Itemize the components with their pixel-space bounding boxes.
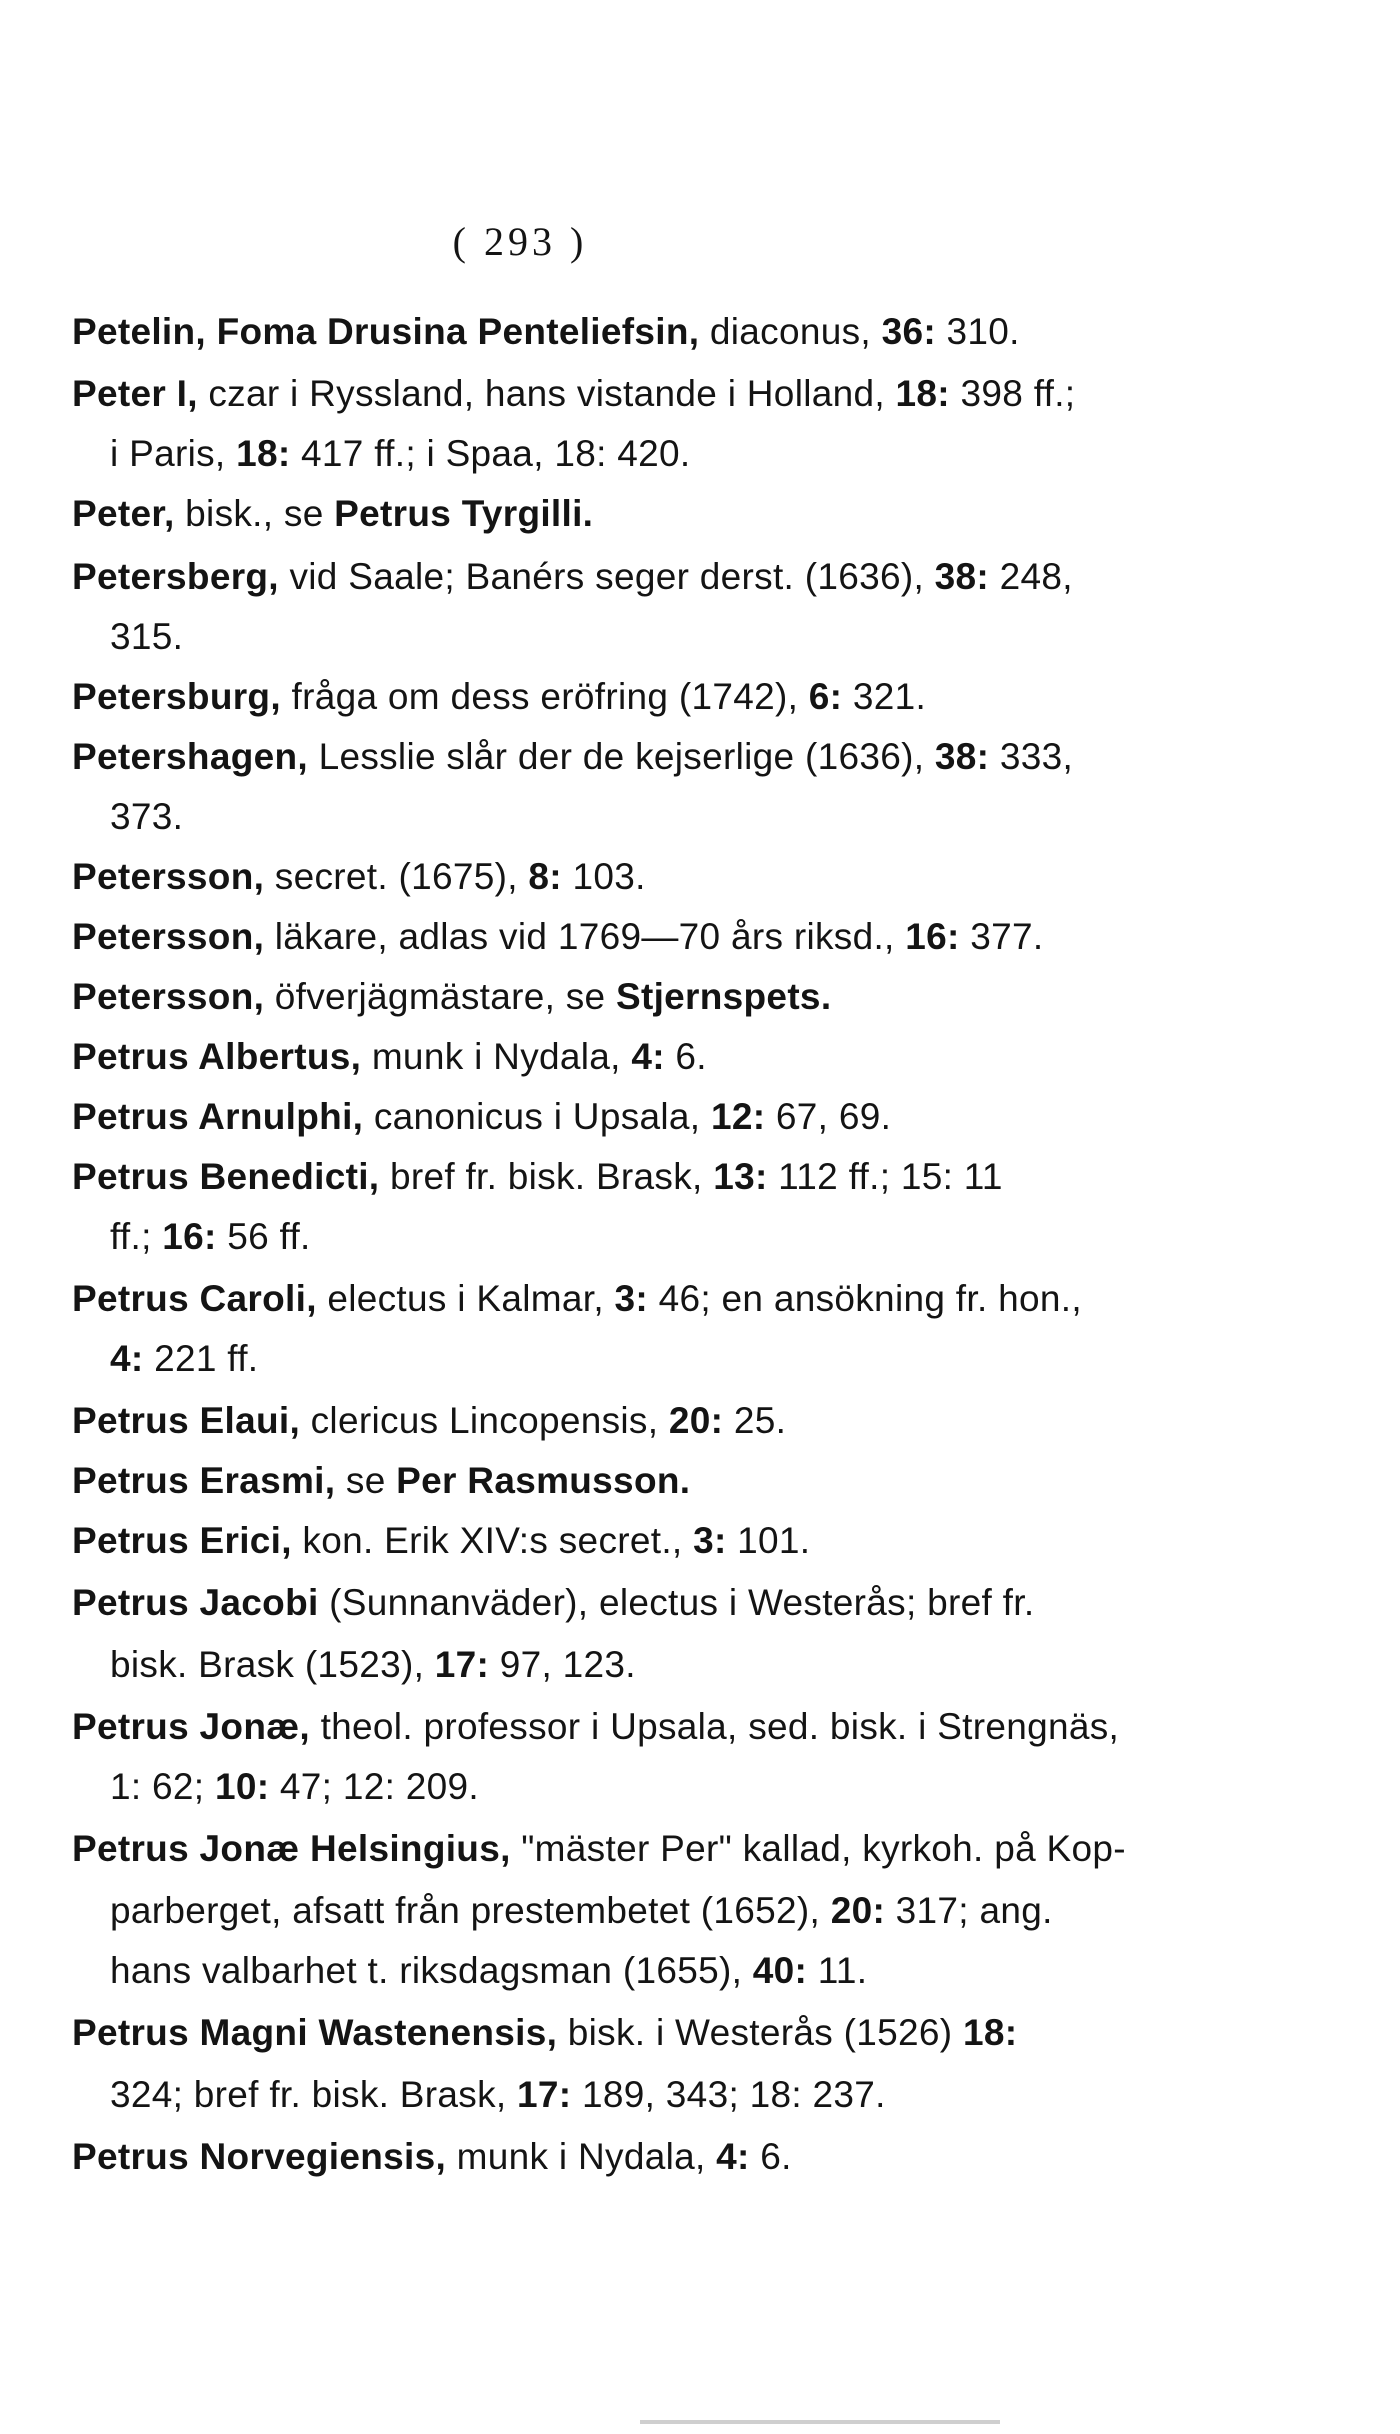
description: 315. — [110, 616, 184, 657]
description: se — [335, 1460, 397, 1501]
volume-ref: 18: — [236, 433, 291, 474]
description: bref fr. bisk. Brask, — [379, 1156, 714, 1197]
volume-ref: Petrus Tyrgilli. — [334, 493, 594, 534]
volume-ref: 17: — [517, 2074, 572, 2115]
description: canonicus i Upsala, — [363, 1096, 711, 1137]
index-line — [72, 1093, 1132, 1141]
headword: Petrus Jonæ Helsingius, — [72, 1828, 511, 1869]
headword: Petrus Arnulphi, — [72, 1096, 364, 1137]
description: 373. — [110, 796, 184, 837]
pages: 97, 123. — [489, 1644, 636, 1685]
index-line — [72, 853, 1132, 901]
volume-ref: 4: — [110, 1338, 144, 1379]
volume-ref: 18: — [962, 2012, 1018, 2053]
pages: 6. — [664, 1036, 707, 1077]
headword: Petrus Elaui, — [72, 1400, 301, 1441]
volume-ref: 8: — [528, 856, 562, 897]
volume-ref: 17: — [434, 1644, 490, 1685]
description: czar i Ryssland, hans vistande i Holland, — [197, 373, 896, 414]
index-line — [72, 1579, 1132, 1627]
headword: Petrus Benedicti, — [72, 1156, 380, 1197]
index-line — [72, 2009, 1132, 2057]
description: theol. professor i Upsala, sed. bisk. i Strengnäs, — [310, 1706, 1120, 1747]
headword: Petrus Jacobi — [72, 1582, 319, 1623]
headword: Petershagen, — [72, 736, 308, 777]
index-line — [72, 2133, 1132, 2181]
volume-ref: 38: — [934, 556, 990, 597]
index-line — [72, 1033, 1132, 1081]
pages: 11. — [807, 1950, 868, 1991]
headword: Peter, — [72, 493, 175, 534]
volume-ref: Stjernspets. — [616, 976, 832, 1017]
pages: 46; en ansökning fr. hon., — [648, 1278, 1082, 1319]
description: diaconus, — [699, 311, 882, 352]
footer-rule — [640, 2420, 1000, 2424]
headword: Petersson, — [72, 976, 265, 1017]
index-line — [72, 553, 1132, 601]
volume-ref: 12: — [710, 1096, 766, 1137]
index-line — [110, 793, 1170, 841]
volume-ref: 4: — [716, 2136, 750, 2177]
index-line — [110, 1887, 1170, 1935]
description: 1: 62; — [110, 1766, 215, 1807]
description: vid Saale; Banérs seger derst. (1636), — [278, 556, 935, 597]
pages: 321. — [842, 676, 927, 717]
description: Lesslie slår der de kejserlige (1636), — [307, 736, 935, 777]
index-line — [72, 1517, 1132, 1565]
description: bisk. Brask (1523), — [110, 1644, 435, 1685]
description: "mäster Per" kallad, kyrkoh. på Kop- — [510, 1828, 1126, 1869]
pages: 248, — [989, 556, 1073, 597]
index-line — [110, 1213, 1170, 1261]
headword: Petrus Caroli, — [72, 1278, 317, 1319]
index-line — [72, 1703, 1132, 1751]
volume-ref: 13: — [713, 1156, 768, 1197]
index-line — [72, 370, 1132, 418]
pages: 398 ff.; — [949, 373, 1076, 414]
description: clericus Lincopensis, — [300, 1400, 669, 1441]
description: (Sunnanväder), electus i Westerås; bref fr. — [318, 1582, 1035, 1623]
volume-ref: 40: — [752, 1950, 808, 1991]
pages: 56 ff. — [216, 1216, 311, 1257]
volume-ref: 16: — [162, 1216, 217, 1257]
headword: Petelin, Foma Drusina Penteliefsin, — [72, 311, 700, 352]
volume-ref: 38: — [934, 736, 990, 777]
index-line — [110, 1335, 1170, 1383]
index-line — [72, 1457, 1132, 1505]
headword: Petersburg, — [72, 676, 281, 717]
pages: 101. — [726, 1520, 811, 1561]
description: fråga om dess eröfring (1742), — [280, 676, 809, 717]
page-number: ( 293 ) — [452, 219, 588, 264]
description: bisk. i Westerås (1526) — [557, 2012, 963, 2053]
index-line — [110, 2071, 1170, 2119]
headword: Petrus Erasmi, — [72, 1460, 336, 1501]
volume-ref: Per Rasmusson. — [396, 1460, 691, 1501]
pages: 6. — [749, 2136, 792, 2177]
headword: Petrus Magni Wastenensis, — [72, 2012, 558, 2053]
index-line — [72, 733, 1132, 781]
description: secret. (1675), — [264, 856, 529, 897]
headword: Petersson, — [72, 916, 265, 957]
pages: 317; ang. — [885, 1890, 1053, 1931]
description: ff.; — [110, 1216, 163, 1257]
headword: Petersson, — [72, 856, 265, 897]
index-line — [110, 1947, 1170, 1995]
pages: 189, 343; 18: 237. — [571, 2074, 886, 2115]
volume-ref: 4: — [631, 1036, 665, 1077]
index-line — [72, 490, 1132, 538]
volume-ref: 20: — [830, 1890, 886, 1931]
volume-ref: 10: — [214, 1766, 270, 1807]
pages: 112 ff.; 15: 11 — [767, 1156, 1003, 1197]
volume-ref: 36: — [881, 311, 936, 352]
pages: 25. — [723, 1400, 787, 1441]
index-line — [110, 430, 1170, 478]
pages: 103. — [561, 856, 646, 897]
index-line — [72, 973, 1132, 1021]
volume-ref: 16: — [905, 916, 960, 957]
index-line — [72, 1397, 1132, 1445]
pages: 221 ff. — [143, 1338, 259, 1379]
index-line — [110, 613, 1170, 661]
volume-ref: 6: — [808, 676, 843, 717]
description: läkare, adlas vid 1769—70 års riksd., — [264, 916, 906, 957]
description: munk i Nydala, — [446, 2136, 717, 2177]
headword: Petersberg, — [72, 556, 279, 597]
index-line — [72, 1825, 1132, 1873]
pages: 333, — [989, 736, 1074, 777]
index-line — [72, 1153, 1132, 1201]
description: hans valbarhet t. riksdagsman (1655), — [110, 1950, 753, 1991]
headword: Petrus Erici, — [72, 1520, 292, 1561]
description: electus i Kalmar, — [316, 1278, 615, 1319]
description: 324; bref fr. bisk. Brask, — [110, 2074, 518, 2115]
headword: Petrus Albertus, — [72, 1036, 362, 1077]
headword: Peter I, — [72, 373, 198, 414]
volume-ref: 3: — [614, 1278, 648, 1319]
description: i Paris, — [110, 433, 237, 474]
index-line — [72, 673, 1132, 721]
volume-ref: 20: — [668, 1400, 724, 1441]
description: parberget, afsatt från prestembetet (1652), — [110, 1890, 831, 1931]
description: bisk., se — [174, 493, 335, 534]
description: öfverjägmästare, se — [264, 976, 616, 1017]
volume-ref: 18: — [895, 373, 950, 414]
description: kon. Erik XIV:s secret., — [291, 1520, 694, 1561]
headword: Petrus Jonæ, — [72, 1706, 310, 1747]
volume-ref: 3: — [693, 1520, 727, 1561]
pages: 67, 69. — [765, 1096, 892, 1137]
index-line — [72, 308, 1132, 356]
pages: 377. — [959, 916, 1044, 957]
headword: Petrus Norvegiensis, — [72, 2136, 447, 2177]
index-line — [110, 1763, 1170, 1811]
index-line — [110, 1641, 1170, 1689]
index-line — [72, 1275, 1132, 1323]
description: munk i Nydala, — [361, 1036, 632, 1077]
index-line — [72, 913, 1132, 961]
pages: 417 ff.; i Spaa, 18: 420. — [290, 433, 691, 474]
pages: 310. — [935, 311, 1020, 352]
pages: 47; 12: 209. — [269, 1766, 479, 1807]
